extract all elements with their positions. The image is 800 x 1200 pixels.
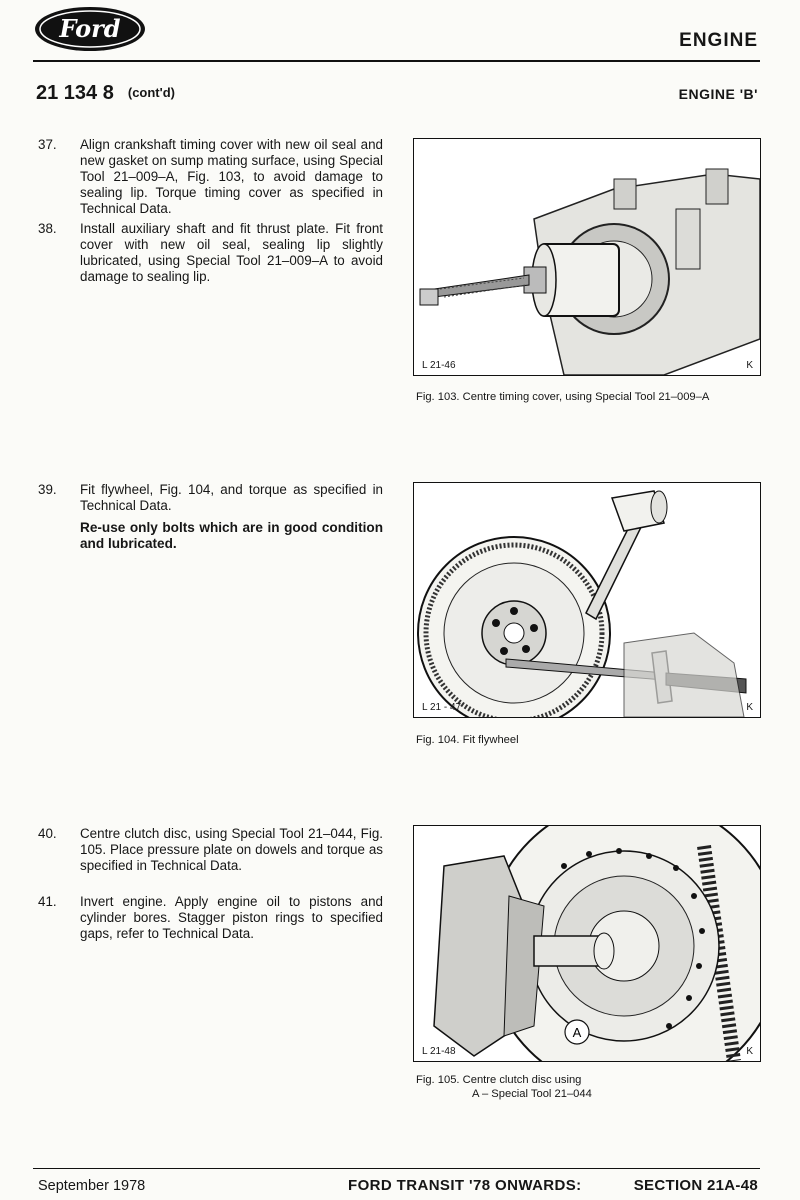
header-rule (33, 60, 760, 62)
figure-corner-mark: K (746, 1046, 753, 1057)
figure-code: L 21 - 47 (422, 702, 462, 713)
step-text: Fit flywheel, Fig. 104, and torque as specified in Technical Data. (80, 482, 383, 513)
step-38 (38, 221, 383, 291)
figure-code: L 21-48 (422, 1046, 456, 1057)
flywheel-illustration (414, 483, 760, 717)
section-title: ENGINE (679, 30, 758, 51)
continued-label: (cont'd) (127, 85, 175, 100)
step-41 (38, 894, 383, 948)
footer-section: SECTION 21A-48 (633, 1177, 758, 1194)
step-number: 38. (38, 221, 57, 236)
step-text: Invert engine. Apply engine oil to pistons and cylinder bores. Stagger piston rings to specified gaps, refer to Technical Data. (80, 894, 383, 941)
caption-line-2: A – Special Tool 21–044 (472, 1088, 592, 1100)
subsection-title: ENGINE 'B' (678, 86, 758, 102)
footer-title: FORD TRANSIT '78 ONWARDS: (348, 1177, 582, 1194)
step-number: 37. (38, 137, 57, 152)
step-number: 40. (38, 826, 57, 841)
step-note: Re-use only bolts which are in good condition and lubricated. (80, 520, 383, 551)
step-text: Centre clutch disc, using Special Tool 21–044, Fig. 105. Place pressure plate on dowels and torque as specified in Technical Data. (80, 826, 383, 873)
footer-date: September 1978 (38, 1178, 146, 1194)
figure-corner-mark: K (746, 702, 753, 713)
step-text: Install auxiliary shaft and fit thrust plate. Fit front cover with new oil seal, sealing lip slightly lubricated, using Special Tool 21–009–A to avoid damage to sealing lip. (80, 221, 383, 284)
svg-text:A: A (572, 1025, 582, 1040)
footer-rule (33, 1168, 760, 1169)
figure-105 (413, 825, 761, 1062)
ford-logo (33, 5, 147, 53)
figure-105-caption (416, 1073, 592, 1101)
figure-104 (413, 482, 761, 718)
caption-line-1: Fig. 105. Centre clutch disc using (416, 1074, 582, 1086)
step-37 (38, 137, 383, 223)
step-39 (38, 482, 383, 558)
step-40 (38, 826, 383, 880)
figure-103-caption: Fig. 103. Centre timing cover, using Special Tool 21–009–A (416, 391, 710, 403)
step-number: 39. (38, 482, 57, 497)
clutch-disc-illustration (414, 826, 760, 1061)
step-text: Align crankshaft timing cover with new oil seal and new gasket on sump mating surface, using Special Tool 21–009–A, Fig. 103, to avoid damage to sealing lip. Torque timing cover as specified in Technical Data. (80, 137, 383, 216)
timing-cover-illustration (414, 139, 760, 375)
figure-103 (413, 138, 761, 376)
figure-code: L 21-46 (422, 360, 456, 371)
reference-number: 21 134 8 (cont'd) (36, 82, 175, 104)
figure-corner-mark: K (746, 360, 753, 371)
svg-text:Ford: Ford (59, 14, 121, 43)
step-number: 41. (38, 894, 57, 909)
figure-104-caption: Fig. 104. Fit flywheel (416, 734, 519, 746)
